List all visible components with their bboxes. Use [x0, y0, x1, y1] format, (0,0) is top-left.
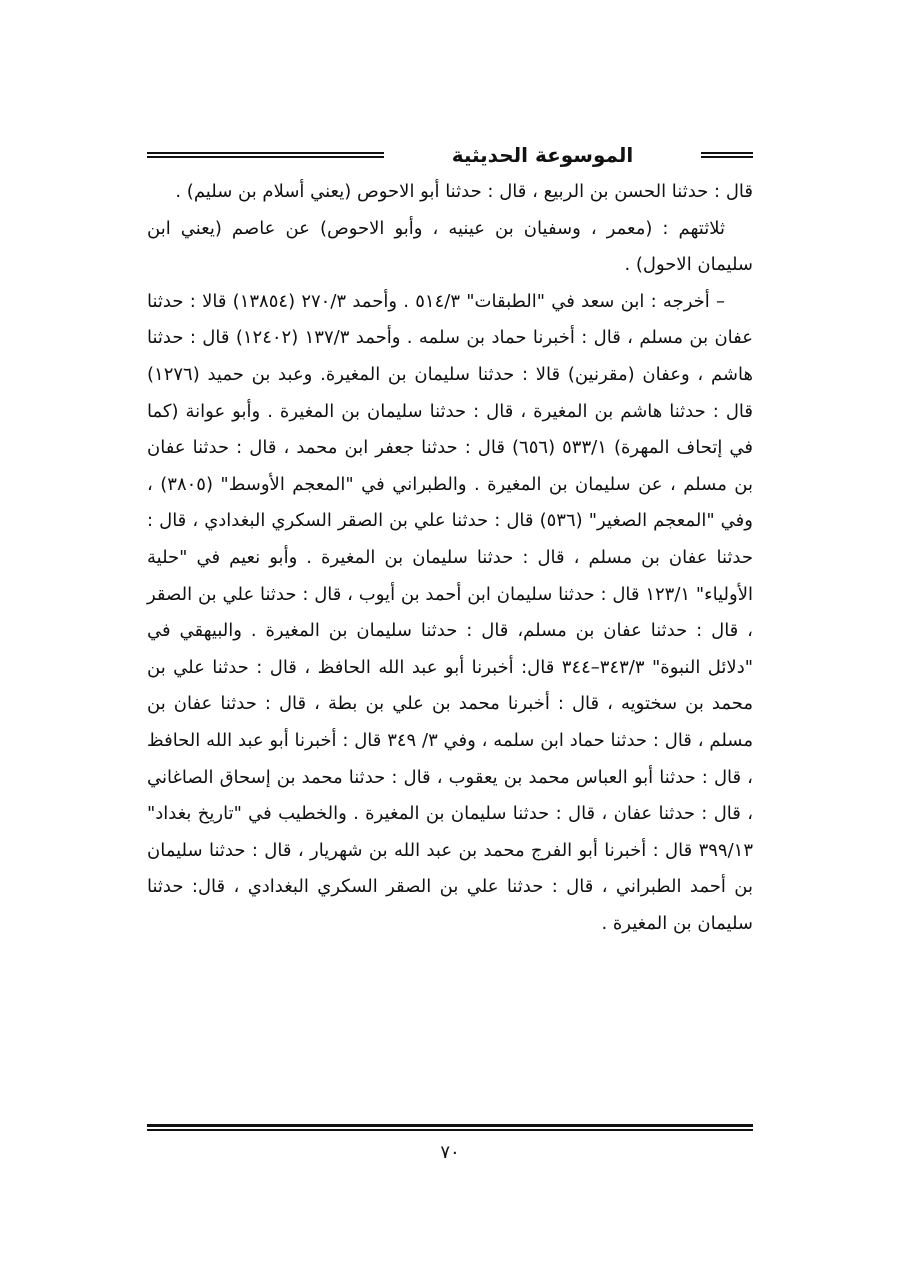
header-rule-right [701, 152, 753, 158]
header-title: الموسوعة الحديثية [451, 143, 634, 167]
footer-rule [147, 1124, 753, 1131]
paragraph-3: – أخرجه : ابن سعد في "الطبقات" ٥١٤/٣ . وأحمد ٢٧٠/٣ (١٣٨٥٤) قالا : حدثنا عفان بن مسلم ، قال : أخبرنا حماد بن سلمه . وأحمد ١٣٧/٣ (١٢٤٠٢) قال : حدثنا هاشم ، وعفان (مقرنين) قالا : حدثنا سليمان بن المغيرة. وعبد بن حميد (١٢٧٦) قال : حدثنا هاشم بن المغيرة ، قال : حدثنا سليمان بن المغيرة . وأبو عوانة (كما في إتحاف المهرة) ٥٣٣/١ (٦٥٦) قال : حدثنا جعفر ابن محمد ، قال : حدثنا عفان بن مسلم ، عن سليمان بن المغيرة . والطبراني في "المعجم الأوسط" (٣٨٠٥) ، وفي "المعجم الصغير" (٥٣٦) قال : حدثنا علي بن الصقر السكري البغدادي ، قال : حدثنا عفان بن مسلم ، قال : حدثنا سليمان بن المغيرة . وأبو نعيم في "حلية الأولياء" ١٢٣/١ قال : حدثنا سليمان ابن أحمد بن أيوب ، قال : حدثنا علي بن الصقر ، قال : حدثنا عفان بن مسلم، قال : حدثنا سليمان بن المغيرة . والبيهقي في "دلائل النبوة" ٣٤٣/٣–٣٤٤ قال: أخبرنا أبو عبد الله الحافظ ، قال : حدثنا علي بن محمد بن سختويه ، قال : أخبرنا محمد بن علي بن بطة ، قال : حدثنا عفان بن مسلم ، قال : حدثنا حماد ابن سلمه ، وفي ٣/ ٣٤٩ قال : أخبرنا أبو عبد الله الحافظ ، قال : حدثنا أبو العباس محمد بن يعقوب ، قال : حدثنا محمد بن إسحاق الصاغاني ، قال : حدثنا عفان ، قال : حدثنا سليمان بن المغيرة . والخطيب في "تاريخ بغداد" ٣٩٩/١٣ قال : أخبرنا أبو الفرج محمد بن عبد الله بن شهريار ، قال : حدثنا سليمان بن أحمد الطبراني ، قال : حدثنا علي بن الصقر السكري البغدادي ، قال: حدثنا سليمان بن المغيرة . [147, 290, 754, 934]
paragraph-1: قال : حدثنا الحسن بن الربيع ، قال : حدثنا أبو الاحوص (يعني أسلام بن سليم) . [175, 181, 753, 202]
header-rule-left [147, 152, 384, 158]
paragraph-2: ثلاثتهم : (معمر ، وسفيان بن عينيه ، وأبو الاحوص) عن عاصم (يعني ابن سليمان الاحول) . [147, 217, 753, 276]
page-number: ٧٠ [440, 1142, 460, 1163]
running-header [147, 140, 753, 172]
body-text [147, 174, 753, 1104]
